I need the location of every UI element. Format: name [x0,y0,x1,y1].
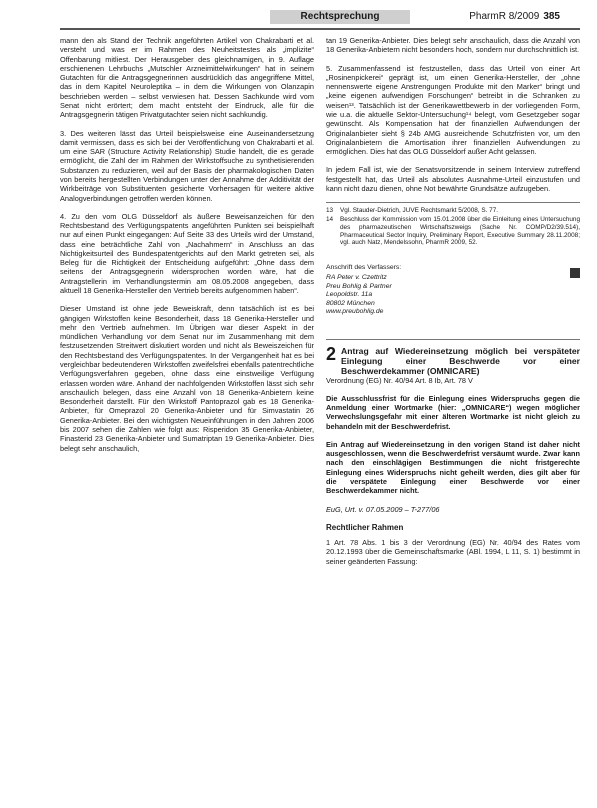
headnote: Ein Antrag auf Wiedereinsetzung in den vorigen Stand ist daher nicht ausgeschlossen, wenn die Beschwerdefrist versäumt wurde. Zwar kann nach den einschlägigen Bestimmungen die nicht fristgerechte Einlegung eines Widerspruchs nicht geheilt werden, dies gilt aber für die verspätete Einlegung einer Beschwerde vor einer Beschwerdekammer nicht. [326,439,580,496]
author-city: 80802 München [326,299,375,307]
page-number: 385 [543,11,560,22]
headnote: Die Ausschlussfrist für die Einlegung eines Widerspruchs gegen die Anmeldung einer Wortmarke (hier: „OMNICARE“) wegen möglicher Verwechslungsgefahr mit einer älteren Wortmarke ist nicht gleich zu behandeln mit der Beschwerdefrist. [326,393,580,431]
author-address [326,274,580,316]
footnote-text: Beschluss der Kommission vom 15.01.2008 über die Einleitung eines Untersuchung des pharmazeutischen Wirtschaftszweigs (Sache Nr. COMP/D2/39.514), Pharmaceutical Sector Inquiry, Preliminary Report, Executive Summary 28.11.2008; vgl. auch Natz, Mendelssohn, PharmR 2009, 52. [340,216,580,247]
paragraph: 4. Zu den vom OLG Düsseldorf als äußere Beweisanzeichen für den Rechtsbestand des Verfügungspatents angeführten Punkten sei beispielhaft nur auf einen Punkt eingegangen: Auf Seite 33 des Urteils wird der Umstand, dass eine beträchtliche Zahl von „Nachahmern“ in Anschluss an das Nichtigkeitsurteil des Bundespatentgerichts auf den Markt getreten sei, als Beleg für die Richtigkeit der Entscheidung aufgeführt: „Ohne dass dem seitens der Antragsgegnerin widersprochen worden wäre, hat die Antragstellerin im Verhandlungstermin am 08.05.2008 angegeben, dass aktuell 18 Generika-Hersteller den Vertrieb bereits aufgenommen haben“. [60,211,314,296]
paragraph: 3. Des weiteren lässt das Urteil beispielsweise eine Auseinandersetzung damit vermissen, dass es sich bei der Veröffentlichung von Chakrabarti et al. um eine SAR (Structure Activity Relationship) Studie handelt, die es gerade ermöglicht, die Zahl der im Rahmen der Wirkstoffsuche zu synthetisierenden Substanzen zu reduzieren, weil auf der Basis der pharmakologischen Daten von bereits hergestellten Verbindungen unter der Annahme der Additivität der Wirkbeiträge von Substituenten gesicherte Vorhersagen für weitere aktive Analogverbindungen getroffen werden können. [60,128,314,203]
author-label: Anschrift des Verfassers: [326,264,402,272]
right-column [326,36,580,575]
paragraph: In jedem Fall ist, wie der Senatsvorsitzende in seinem Interview zutreffend festgestellt hat, das Urteil als absolutes Ausnahme-Urteil einzustufen und kann nicht dazu dienen, ohne Not bewährte Grundsätze aufzugeben. [326,165,580,193]
legal-reference: Verordnung (EG) Nr. 40/94 Art. 8 Ib, Art. 78 V [326,375,473,385]
footnote-number: 13 [326,207,334,215]
footnotes [326,202,580,247]
end-mark-icon [570,268,580,278]
journal-issue: PharmR 8/2009 [469,11,540,22]
court-citation: EuG, Urt. v. 07.05.2009 – T-277/06 [326,504,440,514]
paragraph: mann den als Stand der Technik angeführten Artikel von Chakrabarti et al. versteht und was er im Rahmen des Neuheitstestes als „implizite“ Offenbarung mitliest. Der Herausgeber des gleichnamigen, in 9. Auflage erschienenen Lehrbuchs „Mutschler Arzneimittelwirkungen“ hat in seinem Gutachten für die Antragsgegnerinnen ausdrücklich das angegriffene Mittel, das in dem Kapitel Neuroleptika – in dem die Wirkungen von Olanzapin beschrieben werden – selbst verwiesen hat. Dessen Sachkunde wird vom Senat nicht erörtert; dem macht entsteht der Eindruck, alle für die Antragsgegnerin tätigen Privatgutachter seien nicht sachkundig. [60,36,314,120]
left-column [60,36,314,462]
article-heading [326,343,580,376]
author-name: RA Peter v. Czettritz [326,274,387,282]
journal-info [469,11,560,22]
footnote [326,207,580,215]
section-title: Rechtsprechung [270,10,410,24]
author-website: www.preubohlig.de [326,308,384,316]
article-number: 2 [326,343,337,364]
footnote [326,216,580,247]
paragraph: 1 Art. 78 Abs. 1 bis 3 der Verordnung (EG) Nr. 40/94 des Rates vom 20.12.1993 über die Gemeinschaftsmarke (ABl. 1994, L 11, S. 1) bestimmt in seiner geänderten Fassung: [326,538,580,566]
paragraph: tan 19 Generika-Anbieter. Dies belegt sehr anschaulich, dass die Anzahl von 18 Generika-Anbietern nicht besonders hoch, sondern nur durchschnittlich ist. [326,36,580,55]
paragraph: Dieser Umstand ist ohne jede Beweiskraft, denn tatsächlich ist es bei gängigen Wirkstoffen keine Besonderheit, dass 18 Generika-Hersteller und mehr den Vertrieb aufnehmen. Im Übrigen war dieser Aspekt in der mündlichen Verhandlung vor dem Senat nur im Zusammenhang mit dem festzusetzenden Streitwert diskutiert worden und nicht als Beweiszeichen für den Rechtsbestand des Verfügungspatentes. In der Vergangenheit hat es bei vergleichbar bedeutenderen Wirkstoffen zweifelsfrei ebenfalls patentrechtliche Verfügungsverfahren gegeben, ohne dass eine einstweilige Verfügung erlassen worden wäre. Anhand der nachfolgenden Wirkstoffen lässt sich sehr anschaulich belegen, dass eine Anzahl von 18 Generika-Anbietern keine Besonderheit darstellt. Für den Wirkstoff Pantoprazol gab es 18 Generika-Anbieter, für Omeprazol 20 Generika-Anbieter und für Simvastatin 26 Generika-Anbieter. Bei den wichtigsten Neueinführungen in den Jahren 2006 bis 2007 sehen die Zahlen wie folgt aus: Risperidon 35 Generika-Anbieter, Finasterid 23 Generika-Anbieter und Sumatriptan 19 Generika-Anbieter. Dies belegt sehr anschaulich, [60,304,314,453]
article-divider [326,339,580,340]
footnote-number: 14 [326,216,334,224]
header-rule [60,28,580,30]
footnote-text: Vgl. Stauder-Dietrich, JUVE Rechtsmarkt 5/2008, S. 77. [340,207,499,215]
article-title: Antrag auf Wiedereinsetzung möglich bei verspäteter Einlegung einer Beschwerde vor einer Beschwerdekammer (OMNICARE) [341,345,580,376]
author-street: Leopoldstr. 11a [326,291,373,299]
author-firm: Preu Bohlig & Partner [326,282,392,290]
page-header [60,10,580,28]
subheading: Rechtlicher Rahmen [326,522,404,532]
paragraph: 5. Zusammenfassend ist festzustellen, dass das Urteil von einer Art „Rosinenpickerei“ geprägt ist, um einen Generika-Hersteller, der „ohne nennenswerte eigene Anstrengungen Produkte mit den Marker“ bringt und „keine eigenen aufwendigen Forschungen“ betreibt in die Schranken zu weisen¹³. Tatsächlich ist der Generikawettbewerb in der vorliegenden Form, wie u.a. die aktuelle Sektor-Untersuchung¹⁴ belegt, vom Gesetzgeber sogar gewünscht. Als Kompensation hat der finanziellen Aufwendungen der Originalanbieter sieht § 24b AMG ausreichende Schutzfristen vor, um den Originalanbietern die Amortisation ihrer finanziellen Aufwendungen zu ermöglichen. Dies hat das OLG Düsseldorf außer Acht gelassen. [326,63,580,157]
